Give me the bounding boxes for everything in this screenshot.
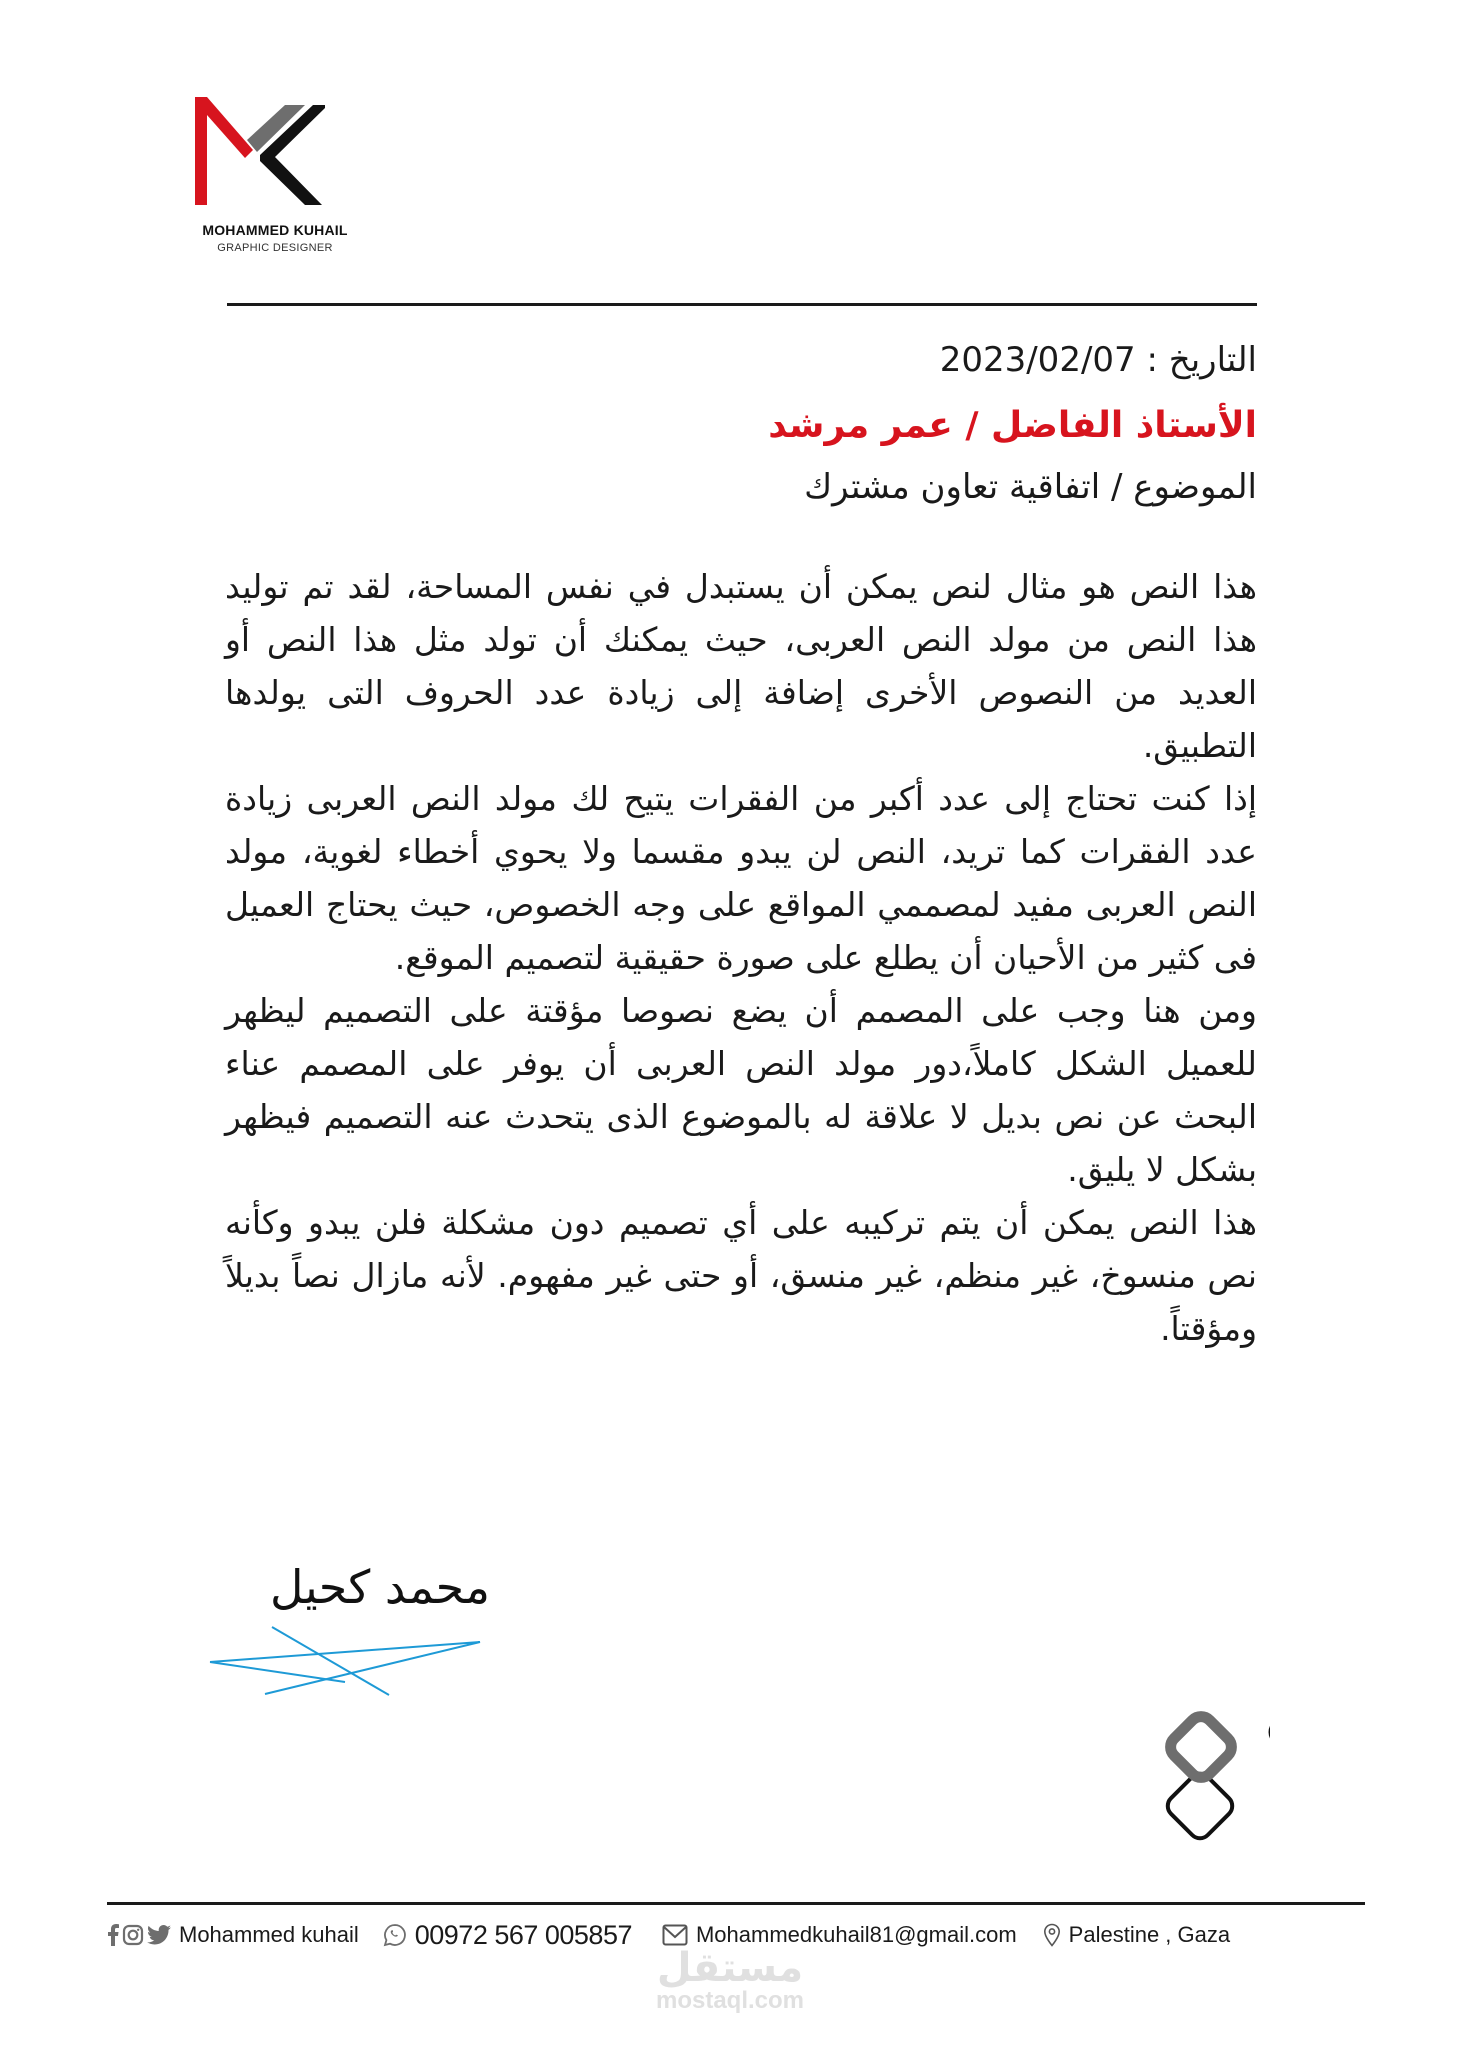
mostaql-watermark bbox=[640, 1945, 820, 2014]
email-contact bbox=[662, 1922, 1017, 1948]
twitter-icon[interactable] bbox=[147, 1924, 171, 1946]
brand-role: GRAPHIC DESIGNER bbox=[217, 242, 333, 254]
brand-logo bbox=[150, 80, 400, 270]
mail-icon bbox=[662, 1924, 688, 1946]
watermark-arabic: مستقل bbox=[656, 1945, 804, 1991]
letter-date: التاريخ : 2023/02/07 bbox=[939, 340, 1257, 380]
email-address[interactable]: Mohammedkuhail81@gmail.com bbox=[695, 1922, 1017, 1947]
location-text: Palestine , Gaza bbox=[1068, 1922, 1231, 1947]
decorative-diamonds-icon bbox=[1150, 1680, 1270, 1860]
letter-recipient: الأستاذ الفاضل / عمر مرشد bbox=[768, 405, 1257, 446]
social-icons bbox=[107, 1924, 171, 1946]
body-paragraph: هذا النص يمكن أن يتم تركيبه على أي تصميم دون مشكلة فلن يبدو وكأنه نص منسوخ، غير منظم، غير منسق، أو حتى غير مفهوم. لأنه مازال نصاً بديلاً ومؤقتاً. bbox=[225, 1203, 1257, 1348]
location-pin-icon bbox=[1043, 1923, 1061, 1947]
logo-red-stem bbox=[195, 97, 207, 205]
footer-divider bbox=[107, 1902, 1365, 1905]
phone-contact bbox=[383, 1920, 632, 1951]
contact-footer bbox=[107, 1915, 1365, 1955]
social-handle[interactable]: Mohammed kuhail bbox=[179, 1922, 359, 1947]
body-paragraph: إذا كنت تحتاج إلى عدد أكبر من الفقرات يتيح لك مولد النص العربى زيادة عدد الفقرات كما تريد، النص لن يبدو مقسما ولا يحوي أخطاء لغوية، مولد النص العربى مفيد لمصممي المواقع على وجه الخصوص، حيث يحتاج العميل فى كثير من الأحيان أن يطلع على صورة حقيقية لتصميم الموقع. bbox=[225, 779, 1257, 977]
whatsapp-icon bbox=[383, 1923, 407, 1947]
signature-name: محمد كحيل bbox=[269, 1560, 490, 1614]
facebook-icon[interactable] bbox=[107, 1924, 119, 1946]
body-paragraph: هذا النص هو مثال لنص يمكن أن يستبدل في نفس المساحة، لقد تم توليد هذا النص من مولد النص العربى، حيث يمكنك أن تولد مثل هذا النص أو العديد من النصوص الأخرى إضافة إلى زيادة عدد الحروف التى يولدها التطبيق. bbox=[225, 567, 1257, 765]
phone-number[interactable]: 00972 567 005857 bbox=[414, 1919, 632, 1950]
letter-body bbox=[225, 560, 1257, 1355]
watermark-latin: mostaql.com bbox=[655, 1987, 805, 2014]
signature-scribble-icon bbox=[205, 1622, 485, 1712]
diamond-black bbox=[1266, 1693, 1270, 1772]
body-paragraph: ومن هنا وجب على المصمم أن يضع نصوصا مؤقتة على التصميم ليظهر للعميل الشكل كاملاً،دور مولد النص العربى أن يوفر على المصمم عناء البحث عن نص بديل لا علاقة له بالموضوع الذى يتحدث عنه التصميم فيظهر بشكل لا يليق. bbox=[225, 991, 1257, 1189]
mk-monogram-icon bbox=[195, 95, 325, 210]
instagram-icon[interactable] bbox=[122, 1924, 144, 1946]
brand-name: MOHAMMED KUHAIL bbox=[202, 222, 348, 238]
letter-subject: الموضوع / اتفاقية تعاون مشترك bbox=[804, 467, 1257, 507]
header-divider bbox=[227, 303, 1257, 306]
social-contact bbox=[107, 1922, 359, 1948]
location-contact bbox=[1043, 1922, 1230, 1948]
